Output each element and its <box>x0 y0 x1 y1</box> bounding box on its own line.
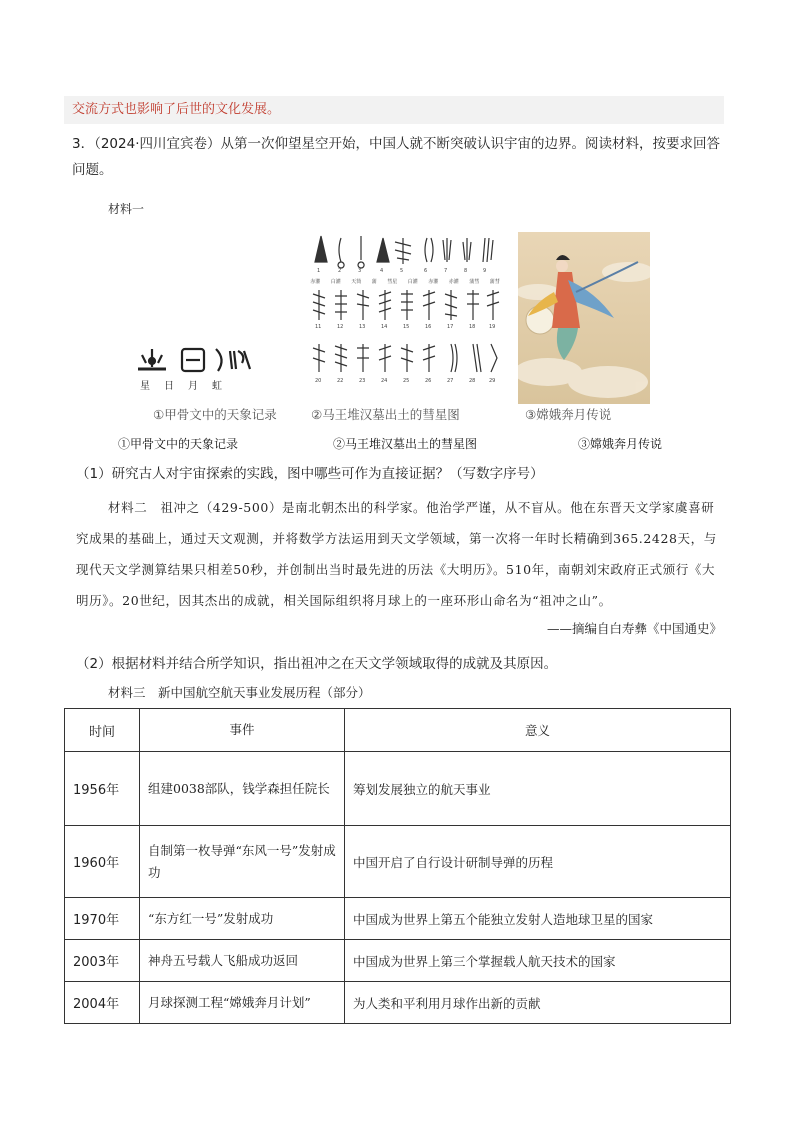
cell-event: “东方红一号”发射成功 <box>140 898 345 940</box>
svg-text:22: 22 <box>337 378 344 384</box>
header-event: 事件 <box>140 709 345 752</box>
table-row <box>65 826 731 898</box>
question-3-stem: 3．（2024·四川宜宾卷）从第一次仰望星空开始，中国人就不断突破认识宇宙的边界。阅读材料，按要求回答问题。 <box>72 136 720 178</box>
svg-text:7: 7 <box>444 268 448 274</box>
comet-name-label: 彗星 <box>387 279 398 285</box>
caption-oracle: ①甲骨文中的天象记录 <box>118 437 239 451</box>
cell-time: 2003年 <box>65 940 140 982</box>
aerospace-table <box>64 708 731 1024</box>
svg-text:24: 24 <box>381 378 388 384</box>
svg-text:8: 8 <box>464 268 468 274</box>
comet-name-label: 蒲彗 <box>489 279 500 285</box>
svg-text:4: 4 <box>380 268 384 274</box>
cell-time: 1970年 <box>65 898 140 940</box>
char-label: 日 <box>164 381 188 392</box>
header-meaning: 意义 <box>345 709 731 752</box>
caption-oracle-gray: ①甲骨文中的天象记录 <box>153 407 277 422</box>
svg-text:5: 5 <box>400 268 404 274</box>
svg-text:2: 2 <box>338 268 342 274</box>
cell-time: 2004年 <box>65 982 140 1024</box>
comet-name-label: 蒲 <box>371 279 377 285</box>
table-header-row <box>65 709 731 752</box>
cell-meaning: 筹划发展独立的航天事业 <box>345 752 731 826</box>
cell-meaning: 为人类和平利用月球作出新的贡献 <box>345 982 731 1024</box>
caption-change-gray: ③嫦娥奔月传说 <box>525 407 612 422</box>
cell-meaning: 中国成为世界上第五个能独立发射人造地球卫星的国家 <box>345 898 731 940</box>
char-label: 虹 <box>212 381 236 392</box>
svg-text:28: 28 <box>469 378 476 384</box>
svg-text:17: 17 <box>447 324 454 330</box>
caption-change: ③嫦娥奔月传说 <box>578 437 663 451</box>
change-painting-figure <box>518 232 650 404</box>
comet-name-label: 蒲彗 <box>469 279 480 285</box>
material-2-source: ——摘编自白寿彝《中国通史》 <box>546 621 722 636</box>
svg-text:13: 13 <box>359 324 366 330</box>
svg-text:27: 27 <box>447 378 454 384</box>
table-row <box>65 898 731 940</box>
cell-meaning: 中国成为世界上第三个掌握载人航天技术的国家 <box>345 940 731 982</box>
material-1-label: 材料一 <box>108 202 145 216</box>
sub-question-2: （2）根据材料并结合所学知识，指出祖冲之在天文学领域取得的成就及其原因。 <box>76 656 558 672</box>
cell-event: 月球探测工程“嫦娥奔月计划” <box>140 982 345 1024</box>
comet-name-label: 天筒 <box>351 279 362 285</box>
previous-text-banner: 交流方式也影响了后世的文化发展。 <box>64 96 724 124</box>
svg-text:1: 1 <box>317 268 321 274</box>
svg-text:14: 14 <box>381 324 388 330</box>
char-label: 星 <box>140 381 164 392</box>
char-label: 月 <box>188 381 212 392</box>
svg-text:19: 19 <box>489 324 496 330</box>
cell-time: 1956年 <box>65 752 140 826</box>
svg-text:6: 6 <box>424 268 428 274</box>
table-row <box>65 982 731 1024</box>
svg-text:23: 23 <box>359 378 366 384</box>
svg-text:26: 26 <box>425 378 432 384</box>
cell-event: 组建0038部队，钱学森担任院长 <box>140 752 345 826</box>
header-time: 时间 <box>65 709 140 752</box>
comet-name-label: 赤灌 <box>428 279 439 285</box>
caption-comet-gray: ②马王堆汉墓出土的彗星图 <box>311 407 460 422</box>
caption-comet: ②马王堆汉墓出土的彗星图 <box>333 437 478 451</box>
cell-event: 自制第一枚导弹“东风一号”发射成功 <box>140 826 345 898</box>
table-row <box>65 940 731 982</box>
comet-name-label: 白灌 <box>330 279 341 285</box>
svg-text:25: 25 <box>403 378 410 384</box>
comet-chart-figure <box>305 232 505 404</box>
cell-meaning: 中国开启了自行设计研制导弹的历程 <box>345 826 731 898</box>
svg-text:29: 29 <box>489 378 496 384</box>
svg-text:16: 16 <box>425 324 432 330</box>
svg-text:18: 18 <box>469 324 476 330</box>
svg-text:12: 12 <box>337 324 344 330</box>
svg-text:3: 3 <box>358 268 362 274</box>
sub-question-1: （1）研究古人对宇宙探索的实践，图中哪些可作为直接证据？（写数字序号） <box>76 466 544 482</box>
svg-text:9: 9 <box>483 268 487 274</box>
svg-text:11: 11 <box>315 324 322 330</box>
cell-time: 1960年 <box>65 826 140 898</box>
comet-name-label: 白灌 <box>407 279 418 285</box>
cell-event: 神舟五号载人飞船成功返回 <box>140 940 345 982</box>
material-3-label: 材料三 新中国航空航天事业发展历程（部分） <box>108 685 371 700</box>
comet-name-label: 赤灌 <box>310 279 321 285</box>
table-row <box>65 752 731 826</box>
material-2-text: 材料二 祖冲之（429-500）是南北朝杰出的科学家。他治学严谨，从不盲从。他在东晋天文学家虞喜研究成果的基础上，通过天文观测，并将数学方法运用到天文学领域，第一次将一年时长精确到365.2428天，与现代天文学测算结果只相差50秒，并创制出当时最先进的历法《大明历》。510年，南朝刘宋政府正式颁行《大明历》。20世纪，因其杰出的成就，相关国际组织将月球上的一座环形山命名为“祖冲之山”。 <box>76 500 717 608</box>
oracle-bone-figure <box>130 345 260 395</box>
svg-text:20: 20 <box>315 378 322 384</box>
comet-name-label: 赤灌 <box>448 279 459 285</box>
svg-text:15: 15 <box>403 324 410 330</box>
